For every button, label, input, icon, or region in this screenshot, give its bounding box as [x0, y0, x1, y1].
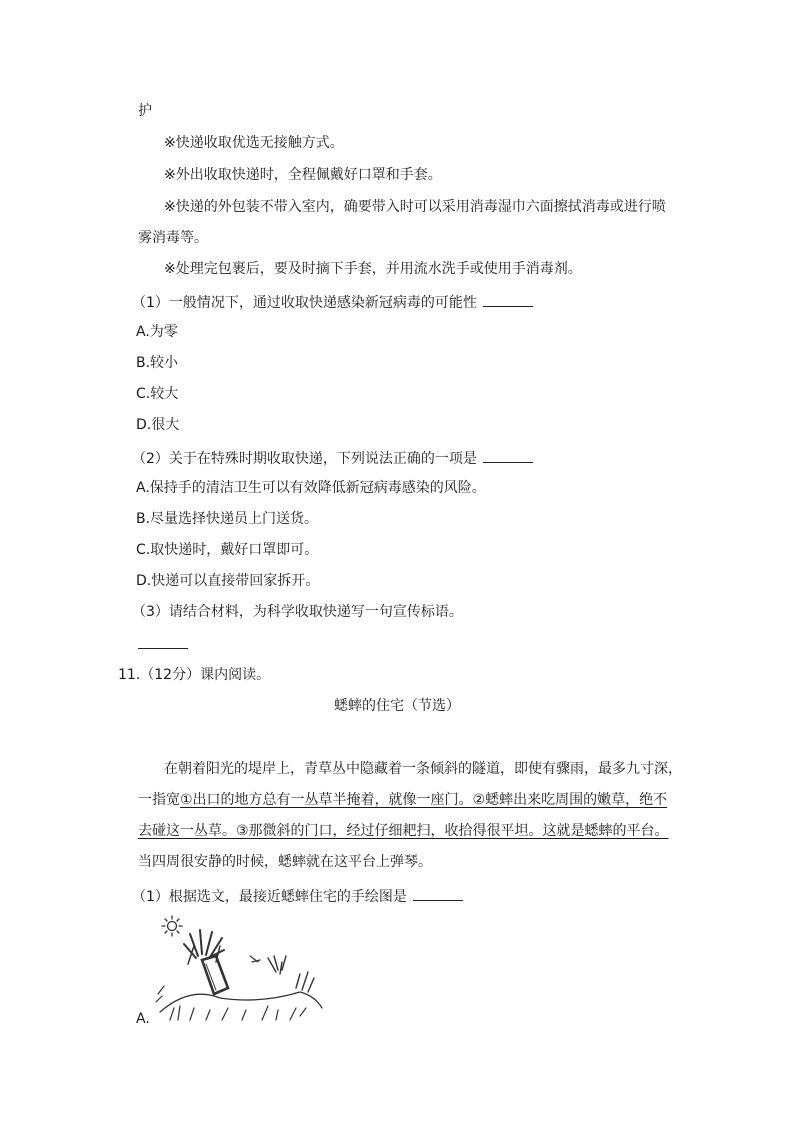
- q1-option-d: D.很大: [136, 417, 180, 433]
- q1-option-b: B.较小: [136, 355, 179, 371]
- q1-stem: [132, 292, 533, 312]
- passage-line-3: [138, 822, 669, 840]
- tip-4: ※处理完包裹后，要及时摘下手套，并用流水洗手或使用手消毒剂。: [164, 261, 582, 277]
- cricket-burrow-sketch: [150, 912, 330, 1024]
- q2-stem: [132, 448, 533, 468]
- q2-option-a: A.保持手的清洁卫生可以有效降低新冠病毒感染的风险。: [136, 480, 486, 496]
- passage-line-1: 在朝着阳光的堤岸上，青草丛中隐藏着一条倾斜的隧道，即使有骤雨，最多九寸深，: [164, 761, 682, 777]
- sun-icon: [168, 922, 177, 931]
- q2-option-d: D.快递可以直接带回家拆开。: [136, 573, 320, 589]
- tip-1: ※快递收取优选无接触方式。: [164, 135, 344, 151]
- q3-answer-blank[interactable]: [138, 648, 188, 649]
- q11-sub1-stem: [132, 886, 463, 906]
- continued-char: 护: [138, 103, 152, 119]
- underlined-sentence-1-2: ①出口的地方总有一丛草半掩着，就像一座门。②蟋蟀出来吃周围的嫩草，绝不: [180, 792, 668, 808]
- passage-line-2-start: 一指宽: [138, 792, 180, 808]
- q2-stem-text: （2）关于在特殊时期收取快递，下列说法正确的一项是: [132, 451, 477, 467]
- q11-sub1-answer-blank[interactable]: [413, 886, 463, 901]
- q2-option-c: C.取快递时，戴好口罩即可。: [136, 542, 319, 558]
- q1-option-a: A.为零: [136, 324, 178, 340]
- q11-sub1-stem-text: （1）根据选文，最接近蟋蟀住宅的手绘图是: [132, 889, 407, 905]
- q1-stem-text: （1）一般情况下，通过收取快递感染新冠病毒的可能性: [132, 295, 477, 311]
- tip-3: ※快递的外包装不带入室内，确要带入时可以采用消毒湿巾六面擦拭消毒或进行喷: [164, 199, 666, 215]
- q1-option-c: C.较大: [136, 386, 179, 402]
- q1-answer-blank[interactable]: [483, 292, 533, 307]
- q11-sub1-option-a: A.: [136, 1011, 150, 1027]
- q11-heading: 11.（12分）课内阅读。: [118, 667, 271, 683]
- tip-3-cont: 雾消毒等。: [138, 230, 208, 246]
- passage-title: 蟋蟀的住宅（节选）: [334, 698, 460, 714]
- q2-option-b: B.尽量选择快递员上门送货。: [136, 511, 319, 527]
- tip-2: ※外出收取快递时，全程佩戴好口罩和手套。: [164, 167, 442, 183]
- underlined-sentence-3: 去碰这一丛草。③那微斜的门口，经过仔细耙扫，收拾得很平坦。这就是蟋蟀的平台。: [138, 823, 669, 839]
- passage-line-2: [138, 791, 667, 809]
- passage-line-4: 当四周很安静的时候，蟋蟀就在这平台上弹琴。: [138, 854, 432, 870]
- q3-stem: （3）请结合材料，为科学收取快递写一句宣传标语。: [132, 604, 463, 620]
- q2-answer-blank[interactable]: [483, 448, 533, 463]
